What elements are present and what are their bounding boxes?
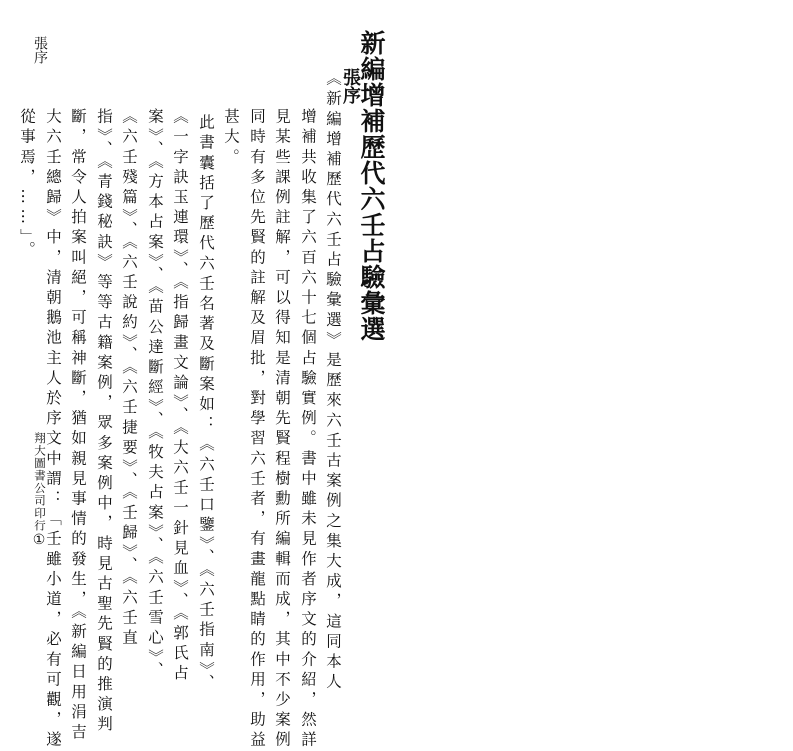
text-column: 甚大。 <box>222 108 240 169</box>
text-column: 見某些課例註解，可以得知是清朝先賢程樹勳所編輯而成，其中不少案例 <box>273 108 291 751</box>
text-column: 從事焉，……」。 <box>18 108 36 262</box>
text-column: 指》、《青錢秘訣》等等古籍案例，眾多案例中，時見古聖先賢的推演判 <box>95 108 113 736</box>
page-number: ① <box>31 532 47 548</box>
publisher-imprint: 翔大圖書公司印行 <box>33 432 47 532</box>
section-subtitle: 張序 <box>340 68 361 104</box>
text-column: 《一字訣玉連環》、《指歸畫文論》、《大六壬一針見血》、《郭氏占 <box>171 108 189 685</box>
text-column: 案》、《方本占案》、《苗公達斷經》、《牧夫占案》、《六壬雪心》、 <box>146 108 164 682</box>
text-column: 同時有多位先賢的註解及眉批，對學習六壬者，有畫龍點睛的作用，助益 <box>248 108 266 751</box>
text-column: 大六壬總歸》中，清朝鵝池主人於序文中謂：「壬雖小道，必有可觀，遂 <box>44 108 62 751</box>
side-label: 張序 <box>32 36 48 64</box>
text-column: 斷，常令人拍案叫絕，可稱神斷，猶如親見事情的發生，《新編日用涓吉 <box>69 108 87 744</box>
text-column: 此書囊括了歷代六壬名著及斷案如：《六壬口鑒》、《六壬指南》、 <box>197 114 215 694</box>
text-column: 《六壬殘篇》、《六壬說約》、《六壬捷要》、《壬歸》、《六壬直 <box>120 108 138 649</box>
page-title: 新編增補歷代六壬占驗彙選 <box>357 30 386 342</box>
text-column: 增補共收集了六百六十七個占驗實例。書中雖未見作者序文的介紹，然詳 <box>299 108 317 751</box>
text-column: 《新編增補歷代六壬占驗彙選》是歷來六壬古案例之集大成，這同本人 <box>324 70 342 694</box>
